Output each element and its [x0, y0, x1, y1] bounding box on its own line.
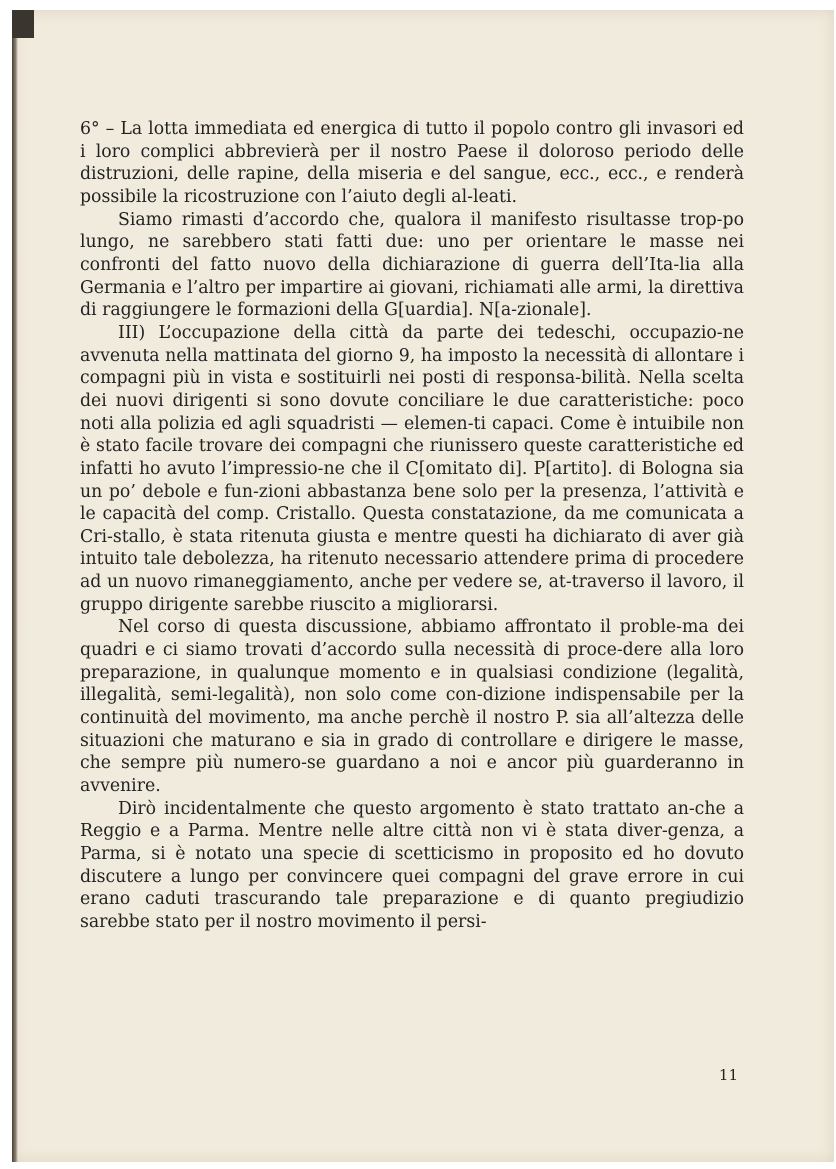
page-number: 11 [718, 1066, 738, 1084]
page-spine-shadow [12, 10, 18, 1162]
paragraph-reggio-parma: Dirò incidentalmente che questo argomento è stato trattato an-che a Reggio e a Parma. Mentre nelle altre città non vi è stata diver-genza, a Parma, si è notato una specie di scetticismo in proposito ed ho dovuto discutere a lungo per convincere quei compagni del grave errore in cui erano caduti trascurando tale preparazione e di quanto pregiudizio sarebbe stato per il nostro movimento il persi- [80, 798, 744, 932]
paragraph-point-6: 6° – La lotta immediata ed energica di tutto il popolo contro gli invasori ed i loro complici abbrevierà per il nostro Paese il doloroso periodo delle distruzioni, delle rapine, della miseria e del sangue, ecc., ecc., e renderà possibile la ricostruzione con l’aiuto degli al-leati. [80, 119, 744, 207]
page-corner-mark [12, 10, 34, 38]
paragraph-manifesto: Siamo rimasti d’accordo che, qualora il manifesto risultasse trop-po lungo, ne sarebbero stati fatti due: uno per orientare le masse nei confronti del fatto nuovo della dichiarazione di guerra dell’Ita-lia alla Germania e l’altro per impartire ai giovani, richiamati alle armi, la direttiva di raggiungere le formazioni della G[uardia]. N[a-zionale]. [80, 209, 744, 321]
body-text [80, 118, 744, 934]
paragraph-occupation: III) L’occupazione della città da parte dei tedeschi, occupazio-ne avvenuta nella mattinata del giorno 9, ha imposto la necessità di allontare i compagni più in vista e sostituirli nei posti di responsa-bilità. Nella scelta dei nuovi dirigenti si sono dovute conciliare le due caratteristiche: poco noti alla polizia ed agli squadristi — elemen-ti capaci. Come è intuibile non è stato facile trovare dei compagni che riunissero queste caratteristiche ed infatti ho avuto l’impressio-ne che il C[omitato di]. P[artito]. di Bologna sia un po’ debole e fun-zioni abbastanza bene solo per la presenza, l’attività e le capacità del comp. Cristallo. Questa constatazione, da me comunicata a Cri-stallo, è stata ritenuta giusta e mentre questi ha dichiarato di aver già intuito tale debolezza, ha ritenuto necessario attendere prima di procedere ad un nuovo rimaneggiamento, anche per vedere se, at-traverso il lavoro, il gruppo dirigente sarebbe riuscito a migliorarsi. [80, 322, 744, 615]
paragraph-cadres: Nel corso di questa discussione, abbiamo affrontato il proble-ma dei quadri e ci siamo trovati d’accordo sulla necessità di proce-dere alla loro preparazione, in qualunque momento e in qualsiasi condizione (legalità, illegalità, semi-legalità), non solo come con-dizione indispensabile per la continuità del movimento, ma anche perchè il nostro P. sia all’altezza delle situazioni che maturano e sia in grado di controllare e dirigere le masse, che sempre più numero-se guardano a noi e ancor più guarderanno in avvenire. [80, 617, 744, 797]
